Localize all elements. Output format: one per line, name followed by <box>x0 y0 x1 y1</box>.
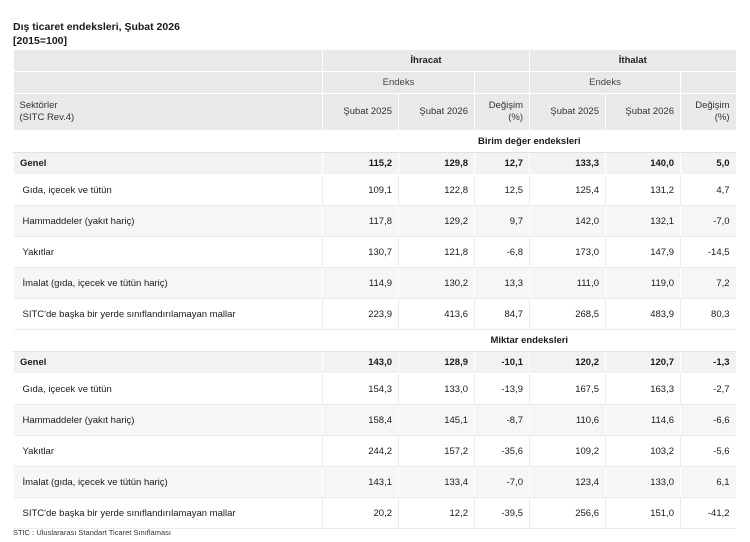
table-row <box>14 467 736 498</box>
row-label: Hammaddeler (yakıt hariç) <box>14 405 323 436</box>
row-value: 80,3 <box>681 299 736 330</box>
header-blank <box>475 72 530 94</box>
header-columns-row <box>14 94 736 131</box>
row-value: 4,7 <box>681 175 736 206</box>
table-row <box>14 498 736 529</box>
row-value: 13,3 <box>475 268 530 299</box>
row-value: 115,2 <box>323 153 399 175</box>
row-value: 111,0 <box>530 268 606 299</box>
header-sektorler-line2: (SITC Rev.4) <box>19 112 75 123</box>
section-title: Miktar endeksleri <box>323 330 736 352</box>
header-ihr-subat2026: Şubat 2026 <box>399 94 475 131</box>
section-title: Birim değer endeksleri <box>323 131 736 153</box>
row-value: -7,0 <box>681 206 736 237</box>
row-value: -1,3 <box>681 352 736 374</box>
row-value: 109,1 <box>323 175 399 206</box>
header-degisim-line1: Değişim <box>695 100 730 111</box>
section-header-blank <box>14 131 323 153</box>
header-ith-degisim <box>681 94 736 131</box>
table-row <box>14 268 736 299</box>
row-label: Genel <box>14 153 323 175</box>
row-value: 122,8 <box>399 175 475 206</box>
row-value: 12,5 <box>475 175 530 206</box>
row-value: 128,9 <box>399 352 475 374</box>
row-value: 244,2 <box>323 436 399 467</box>
row-value: -10,1 <box>475 352 530 374</box>
header-sektorler-line1: Sektörler <box>19 100 58 111</box>
row-value: 223,9 <box>323 299 399 330</box>
row-value: 157,2 <box>399 436 475 467</box>
row-value: 103,2 <box>606 436 681 467</box>
header-degisim-line2: (%) <box>714 112 730 123</box>
row-value: -14,5 <box>681 237 736 268</box>
row-value: -2,7 <box>681 374 736 405</box>
table-row <box>14 175 736 206</box>
section-header-row <box>14 131 736 153</box>
row-value: 143,0 <box>323 352 399 374</box>
row-value: 120,7 <box>606 352 681 374</box>
row-value: 12,7 <box>475 153 530 175</box>
row-value: 130,2 <box>399 268 475 299</box>
row-value: 132,1 <box>606 206 681 237</box>
row-value: 121,8 <box>399 237 475 268</box>
row-value: 154,3 <box>323 374 399 405</box>
row-value: 158,4 <box>323 405 399 436</box>
header-blank <box>14 72 323 94</box>
row-value: 5,0 <box>681 153 736 175</box>
page-title: Dış ticaret endeksleri, Şubat 2026 <box>13 21 180 33</box>
row-value: 125,4 <box>530 175 606 206</box>
row-value: 173,0 <box>530 237 606 268</box>
row-label: İmalat (gıda, içecek ve tütün hariç) <box>14 268 323 299</box>
row-value: 129,2 <box>399 206 475 237</box>
row-value: 413,6 <box>399 299 475 330</box>
row-label: Genel <box>14 352 323 374</box>
table-row <box>14 299 736 330</box>
footnote: STIC : Uluslararası Standart Ticaret Sınıflaması <box>13 528 171 537</box>
header-ith-subat2025: Şubat 2025 <box>530 94 606 131</box>
row-value: -13,9 <box>475 374 530 405</box>
header-blank <box>681 72 736 94</box>
row-value: 109,2 <box>530 436 606 467</box>
row-value: -39,5 <box>475 498 530 529</box>
header-degisim-line2: (%) <box>508 112 523 123</box>
row-value: 140,0 <box>606 153 681 175</box>
table-row-genel <box>14 352 736 374</box>
row-value: -35,6 <box>475 436 530 467</box>
row-value: 143,1 <box>323 467 399 498</box>
row-label: Yakıtlar <box>14 436 323 467</box>
base-year-label: [2015=100] <box>13 35 68 47</box>
header-ihracat: İhracat <box>323 50 530 72</box>
row-value: 133,0 <box>399 374 475 405</box>
table-row-genel <box>14 153 736 175</box>
table-body <box>14 131 736 529</box>
row-value: 142,0 <box>530 206 606 237</box>
row-value: 130,7 <box>323 237 399 268</box>
section-header-blank <box>14 330 323 352</box>
row-value: 114,9 <box>323 268 399 299</box>
row-value: 84,7 <box>475 299 530 330</box>
row-label: SITC'de başka bir yerde sınıflandırılamayan mallar <box>14 299 323 330</box>
row-label: Gıda, içecek ve tütün <box>14 374 323 405</box>
table-row <box>14 436 736 467</box>
row-label: İmalat (gıda, içecek ve tütün hariç) <box>14 467 323 498</box>
section-header-row <box>14 330 736 352</box>
row-value: 114,6 <box>606 405 681 436</box>
header-ihr-degisim <box>475 94 530 131</box>
header-degisim-line1: Değişim <box>488 100 523 111</box>
row-value: 110,6 <box>530 405 606 436</box>
row-value: 123,4 <box>530 467 606 498</box>
row-value: -41,2 <box>681 498 736 529</box>
header-endeks-row <box>14 72 736 94</box>
row-value: 131,2 <box>606 175 681 206</box>
header-endeks-ihracat: Endeks <box>323 72 475 94</box>
table-row <box>14 405 736 436</box>
row-value: -6,8 <box>475 237 530 268</box>
row-label: SITC'de başka bir yerde sınıflandırılamayan mallar <box>14 498 323 529</box>
row-value: -8,7 <box>475 405 530 436</box>
row-value: 133,3 <box>530 153 606 175</box>
row-value: 7,2 <box>681 268 736 299</box>
row-value: 20,2 <box>323 498 399 529</box>
row-label: Gıda, içecek ve tütün <box>14 175 323 206</box>
row-value: 129,8 <box>399 153 475 175</box>
header-ithalat: İthalat <box>530 50 736 72</box>
trade-index-table <box>13 50 736 529</box>
row-value: 9,7 <box>475 206 530 237</box>
row-value: 483,9 <box>606 299 681 330</box>
row-value: 133,4 <box>399 467 475 498</box>
row-value: -5,6 <box>681 436 736 467</box>
table-row <box>14 206 736 237</box>
row-value: 12,2 <box>399 498 475 529</box>
row-value: 268,5 <box>530 299 606 330</box>
row-value: 120,2 <box>530 352 606 374</box>
row-value: 256,6 <box>530 498 606 529</box>
row-value: 147,9 <box>606 237 681 268</box>
row-value: 151,0 <box>606 498 681 529</box>
row-value: 133,0 <box>606 467 681 498</box>
header-sektorler <box>14 94 323 131</box>
row-value: 117,8 <box>323 206 399 237</box>
row-value: 119,0 <box>606 268 681 299</box>
row-value: 6,1 <box>681 467 736 498</box>
row-label: Yakıtlar <box>14 237 323 268</box>
row-value: 163,3 <box>606 374 681 405</box>
row-value: 167,5 <box>530 374 606 405</box>
header-endeks-ithalat: Endeks <box>530 72 681 94</box>
row-label: Hammaddeler (yakıt hariç) <box>14 206 323 237</box>
header-blank <box>14 50 323 72</box>
row-value: -7,0 <box>475 467 530 498</box>
table-row <box>14 374 736 405</box>
table-row <box>14 237 736 268</box>
header-ihr-subat2025: Şubat 2025 <box>323 94 399 131</box>
header-ith-subat2026: Şubat 2026 <box>606 94 681 131</box>
header-group-row <box>14 50 736 72</box>
row-value: 145,1 <box>399 405 475 436</box>
row-value: -6,6 <box>681 405 736 436</box>
